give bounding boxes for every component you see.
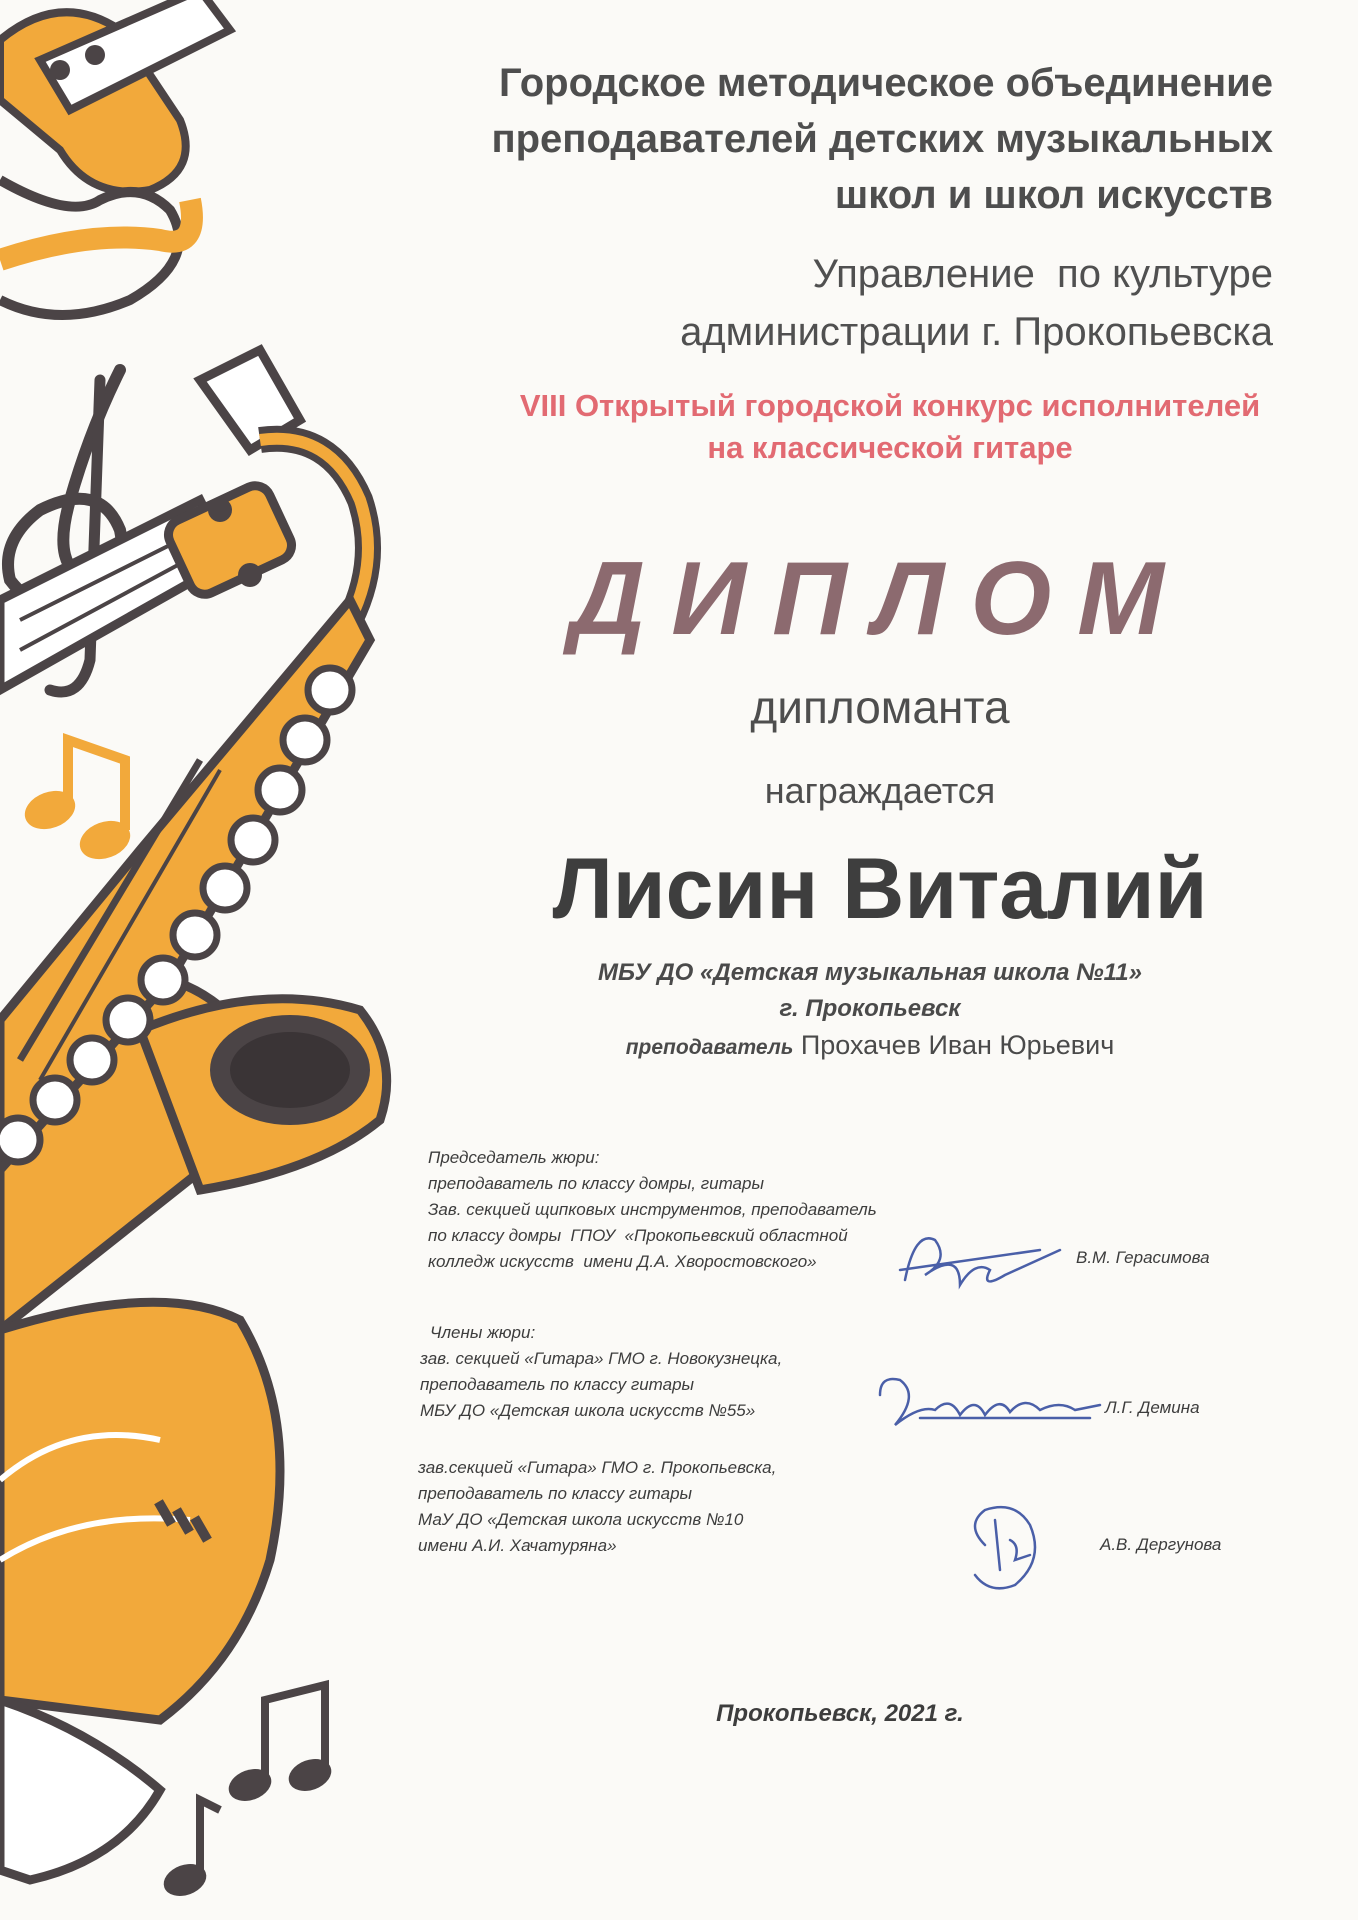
department-heading bbox=[373, 245, 1273, 361]
teacher-name: Прохачев Иван Юрьевич bbox=[800, 1030, 1115, 1060]
jury-chair-signature-name: В.М. Герасимова bbox=[1076, 1248, 1210, 1267]
organizer-line: Городское методическое объединение bbox=[499, 61, 1273, 105]
jury-chair-line: колледж искусств имени Д.А. Хворостовского» bbox=[428, 1252, 817, 1271]
jury-member2-line: преподаватель по классу гитары bbox=[418, 1484, 693, 1503]
jury-member2-line: имени А.И. Хачатуряна» bbox=[418, 1536, 617, 1555]
jury-chair-block bbox=[428, 1145, 948, 1275]
dark-notes-illustration bbox=[159, 1685, 336, 1902]
recipient-name: Лисин Виталий bbox=[552, 841, 1208, 937]
contest-line: на классической гитаре bbox=[707, 430, 1073, 465]
department-line: администрации г. Прокопьевска bbox=[680, 310, 1273, 354]
school-line: г. Прокопьевск bbox=[779, 995, 961, 1022]
teacher-line bbox=[460, 1030, 1280, 1061]
department-line: Управление по культуре bbox=[812, 252, 1273, 296]
jury-members-heading: Члены жюри: bbox=[430, 1323, 536, 1342]
jury-chair-line: преподаватель по классу домры, гитары bbox=[428, 1174, 764, 1193]
jury-member2-line: зав.секцией «Гитара» ГМО г. Прокопьевска, bbox=[418, 1458, 777, 1477]
jury-chair-line: Зав. секцией щипковых инструментов, преподаватель bbox=[428, 1200, 877, 1219]
contest-line: VIII Открытый городской конкурс исполнителей bbox=[519, 388, 1261, 423]
jury-member1-line: преподаватель по классу гитары bbox=[420, 1375, 695, 1394]
jury-member1-line: зав. секцией «Гитара» ГМО г. Новокузнецка, bbox=[420, 1349, 783, 1368]
jury-chair-heading: Председатель жюри: bbox=[428, 1148, 600, 1167]
treble-clef-illustration bbox=[8, 370, 122, 692]
jury-member1-signature-name: Л.Г. Демина bbox=[1105, 1398, 1200, 1417]
guitar-top-illustration bbox=[0, 0, 230, 315]
organizer-heading bbox=[293, 55, 1273, 223]
guitar-neck-illustration bbox=[0, 481, 297, 690]
place-date: Прокопьевск, 2021 г. bbox=[716, 1700, 964, 1727]
teacher-label: преподаватель bbox=[625, 1036, 794, 1059]
recipient-school bbox=[460, 955, 1280, 1027]
jury-member2-block bbox=[418, 1455, 938, 1559]
orange-notes-illustration bbox=[19, 740, 135, 866]
signature-dergunova bbox=[975, 1507, 1035, 1588]
organizer-line: школ и школ искусств bbox=[834, 173, 1273, 217]
jury-member2-line: МаУ ДО «Детская школа искусств №10 bbox=[418, 1510, 744, 1529]
jury-member1-line: МБУ ДО «Детская школа искусств №55» bbox=[420, 1401, 756, 1420]
jury-member2-signature-name: А.В. Дергунова bbox=[1100, 1535, 1222, 1554]
saxophone-illustration bbox=[0, 350, 387, 1880]
jury-chair-line: по классу домры ГПОУ «Прокопьевский областной bbox=[428, 1226, 848, 1245]
organizer-line: преподавателей детских музыкальных bbox=[491, 117, 1273, 161]
jury-member1-block bbox=[420, 1320, 940, 1424]
awarded-label: награждается bbox=[764, 770, 996, 811]
diploma-subtitle: дипломанта bbox=[750, 681, 1010, 733]
school-line: МБУ ДО «Детская музыкальная школа №11» bbox=[598, 959, 1142, 986]
diploma-title: ДИПЛОМ bbox=[570, 541, 1190, 657]
contest-title bbox=[420, 385, 1358, 469]
